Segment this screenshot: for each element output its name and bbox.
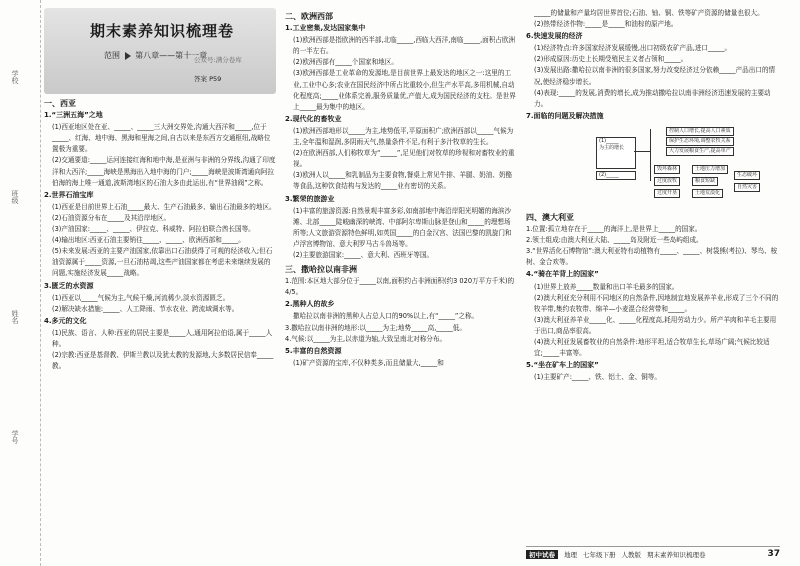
footer-grade: 七年级下册	[583, 550, 616, 559]
play-icon	[125, 52, 131, 60]
diagram-node: 控制人口增长,提高人口素质	[666, 127, 734, 136]
paragraph: (1)经济特点:许多国家经济发展缓慢,出口初级农矿产品,进口_____。	[534, 44, 732, 53]
footer-edition: 人教版	[621, 550, 641, 559]
connector	[650, 129, 651, 181]
paragraph: (3)欧洲人以_____和乳制品为主要食物,餐桌上常见牛排、羊腿、奶油、奶酪等食品,这种饮食结构与发达的_____业有密切的关系。	[293, 171, 513, 191]
binding-label: 班级	[11, 190, 19, 204]
range-text: 第八章——第十一章	[135, 51, 208, 60]
subheading: 3.繁荣的旅游业	[285, 194, 335, 203]
section-heading: 四、澳大利亚	[526, 212, 574, 222]
footer-subject: 地理	[564, 550, 577, 559]
paragraph: (3)发展出路:撒哈拉以南非洲的很多国家,努力改变经济过分依赖_____产品出口的情况,使经济稳步增长。	[534, 66, 776, 86]
binding-margin	[0, 0, 41, 566]
paragraph: (3)澳大利亚养羊业_____化、_____化程度高,耗用劳动力少。所产羊肉和羊毛主要用于出口,商品率很高。	[534, 315, 777, 335]
binding-label: 姓名	[11, 310, 19, 324]
section-heading: 二、欧洲西部	[285, 12, 333, 21]
paragraph: (2)形成原因:历史上长期受殖民主义者占领和_____。	[534, 55, 688, 64]
footer-brand: 初中试卷	[526, 550, 558, 559]
paragraph: (1)欧洲西部地形以_____为主,地势低平,平原面积广;欧洲西部以_____气候为主,全年温和湿润,多阴雨天气,热量条件不足,有利于多汁牧草的生长。	[293, 126, 514, 147]
subheading: 1.“三洲五海”之地	[44, 111, 103, 120]
paragraph: _____的储量和产量均居世界首位;石油、铀、铜、铁等矿产资源的储量也很大。	[534, 9, 764, 17]
column-3	[526, 8, 780, 383]
paragraph: (1)西亚是目前世界上石油_____最大、生产石油最多、输出石油最多的地区。	[52, 202, 276, 211]
range-line	[104, 50, 207, 61]
answer-ref: 答案 P59	[194, 75, 222, 83]
diagram-node: 土地压力增加	[692, 165, 728, 174]
diagram-node: 粮食短缺	[692, 177, 718, 186]
diagram-node	[596, 137, 636, 169]
paragraph: 2.领土组成:由澳大利亚大陆、_____岛及附近一些岛屿组成。	[526, 236, 703, 245]
subheading: 2.黑种人的故乡	[285, 300, 335, 309]
paragraph: 撒哈拉以南非洲的黑种人占总人口的90%以上,有“_____”之称。	[293, 312, 479, 321]
paragraph: 3.“世界活化石博物馆”:澳大利亚特有动植物有_____、_____、树袋熊(考拉)、琴鸟、桉树、金合欢等。	[526, 247, 778, 267]
diagram-node: 毁坏森林	[654, 165, 680, 174]
diagram-text: (1)_____	[599, 137, 619, 144]
subheading: 3.匮乏的水资源	[44, 281, 94, 290]
paragraph: (2)交通要道:_____运河连接红海和地中海,是亚洲与非洲的分界线,沟通了印度洋和大西洋;_____海峡是黑海出入地中海的门户;_____海峡是波斯湾通向阿拉伯海的海上唯一通道,波斯湾地区的石油大多由此运出,有“世界油阀”之称。	[52, 156, 276, 187]
paragraph: (3)欧洲西部是工业革命的发源地,是目前世界上最发达的地区之一:这里的工业,工业中心多;农业在国民经济中所占比重较小,但生产水平高,多用机械,自动化程度高;_____业体系完善,服务质量优,产值大,成为国民经济的支柱。是世界上_____最为集中的地区。	[293, 69, 516, 111]
paragraph: (3)产油国家:_____、_____、伊拉克、科威特、阿拉伯联合酋长国等。	[52, 225, 255, 234]
diagram-node: 保护生态环境,调整农牧关系	[666, 137, 734, 146]
paragraph: (4)澳大利亚发展畜牧业的自然条件:地形平坦,适合牧草生长,草场广阔;气候比较适宜;_____丰富等。	[534, 337, 770, 358]
binding-label: 学号	[11, 430, 19, 444]
diagram-node: 过度开垦	[654, 189, 680, 198]
binding-label: 学校	[11, 70, 19, 84]
connector	[634, 151, 650, 152]
subheading: 1.工业密集,发达国家集中	[285, 24, 366, 33]
paragraph: (2)热带经济作物:_____是_____和油棕的原产地。	[534, 20, 678, 29]
subheading: 7.面临的问题及解决措施	[526, 111, 604, 120]
section-heading: 一、西亚	[44, 99, 76, 108]
paragraph: (4)输出地区:西亚石油主要销往_____、_____、欧洲西部和_____。	[52, 236, 245, 245]
watermark: 公众号:满分卷库	[194, 56, 242, 64]
paragraph: 3.撒哈拉以南非洲的地形:以_____为主;地势_____高,_____低。	[285, 323, 466, 332]
paragraph: (1)世界上放养_____数量和出口羊毛最多的国家。	[534, 282, 679, 291]
subheading: 5.“坐在矿车上的国家”	[526, 361, 599, 370]
column-1	[44, 8, 276, 372]
paragraph: (1)矿产资源的宝库,不仅种类多,而且储量大,_____和	[293, 358, 444, 367]
paragraph: (2)欧洲西部有_____个国家和地区。	[293, 58, 398, 67]
diagram-node: 大力发展粮食生产,提高单产	[666, 147, 734, 156]
paragraph: 4.气候:以_____为主,以赤道为轴,大致呈南北对称分布。	[285, 334, 447, 343]
page-title: 期末素养知识梳理卷	[90, 22, 235, 40]
subheading: 6.快速发展的经济	[526, 32, 583, 41]
section-heading: 三、撒哈拉以南非洲	[285, 265, 357, 275]
range-prefix: 范围	[104, 51, 120, 60]
paragraph: (4)表现:_____的发展,消费的增长,成为推动撒哈拉以南非洲经济迅速发展的主要动力。	[534, 88, 771, 108]
page-number: 37	[767, 549, 780, 559]
paragraph: (1)民族、语言、人种:西亚的居民主要是_____人,通用阿拉伯语,属于_____人种。	[52, 328, 273, 348]
paragraph: (2)解决缺水措施:_____、人工降雨、节水农业、跨流域调水等。	[52, 304, 239, 313]
title-banner	[44, 8, 276, 94]
subheading: 2.世界石油宝库	[44, 190, 94, 199]
diagram-node: 过度放牧	[654, 177, 680, 186]
problem-diagram	[526, 125, 780, 209]
paragraph: 1.位置:孤立地存在于_____的海洋上,是世界上_____的国家。	[526, 225, 702, 234]
page-footer	[526, 546, 780, 560]
subheading: 4.多元的文化	[44, 316, 87, 325]
subheading: 5.丰富的自然资源	[285, 346, 342, 355]
paragraph: (2)石油资源分布在_____及其沿岸地区。	[52, 213, 171, 222]
paragraph: (1)主要矿产:_____、铁、铝土、金、铜等。	[534, 373, 661, 382]
paragraph: (1)欧洲西部是指欧洲的西半部,北临_____,西临大西洋,南临_____,面积占欧洲的一半左右。	[293, 36, 516, 56]
subheading: 4.“骑在羊背上的国家”	[526, 270, 599, 279]
paragraph: (2)主要旅游国家:_____、意大利、西班牙等国。	[293, 250, 434, 259]
paragraph: (2)宗教:西亚是基督教、伊斯兰教以及犹太教的发源地,大多数居民信奉_____教。	[52, 351, 274, 371]
footer-name: 期末素养知识梳理卷	[647, 550, 706, 559]
paragraph: (1)丰富的旅游资源:自然景观丰富多彩,如南部地中海沿岸阳光明媚的海滨沙滩、北部_____陡峻幽深的峡湾、中部阿尔卑斯山脉是登山和_____的理想场所等;人文旅游资源特色鲜明,如英国_____的白金汉宫、法国巴黎的凯旋门和卢浮宫博物馆、意大利罗马古斗兽场等。	[293, 206, 512, 248]
diagram-node: 生态破坏	[734, 171, 760, 180]
column-2	[285, 8, 517, 369]
diagram-text: 为主的增长	[599, 144, 625, 151]
paragraph: (5)未来发展:西亚的主要产油国家,依靠出口石油获得了可观的经济收入;但石油资源属于_____资源,一旦石油枯竭,这些产油国家都在考虑未来继续发展的问题,实施经济发展_____战略。	[52, 247, 273, 278]
subheading: 2.现代化的畜牧业	[285, 114, 342, 123]
paragraph: (1)西亚地区处在亚、_____、_____三大洲交界处,沟通大西洋和_____,位于_____、红海、地中海、黑海和里海之间,自古以来是东西方交通枢纽,战略位置极为重要。	[52, 123, 271, 154]
diagram-node: 土地荒漠化	[692, 189, 723, 198]
paragraph: (2)澳大利亚充分利用不同地区的自然条件,因地制宜地发展养羊业,形成了三个不同的牧羊带,集约农牧带、绵羊—小麦混合经营带和_____。	[534, 293, 779, 313]
diagram-node: (2)_____	[596, 171, 636, 180]
paragraph: 1.范围:本区地大部分位于_____以南,面积约占非洲面积(约3 020万平方千米)的4/5。	[285, 277, 515, 297]
paragraph: (1)西亚以_____气候为主,气候干燥,河流稀少,淡水资源匮乏。	[52, 293, 230, 302]
paragraph: (2)在欧洲西部,人们称牧草为“_____”,足见他们对牧草的珍视和对畜牧业的重视。	[293, 149, 515, 169]
diagram-node: 自然灾害	[734, 183, 760, 192]
